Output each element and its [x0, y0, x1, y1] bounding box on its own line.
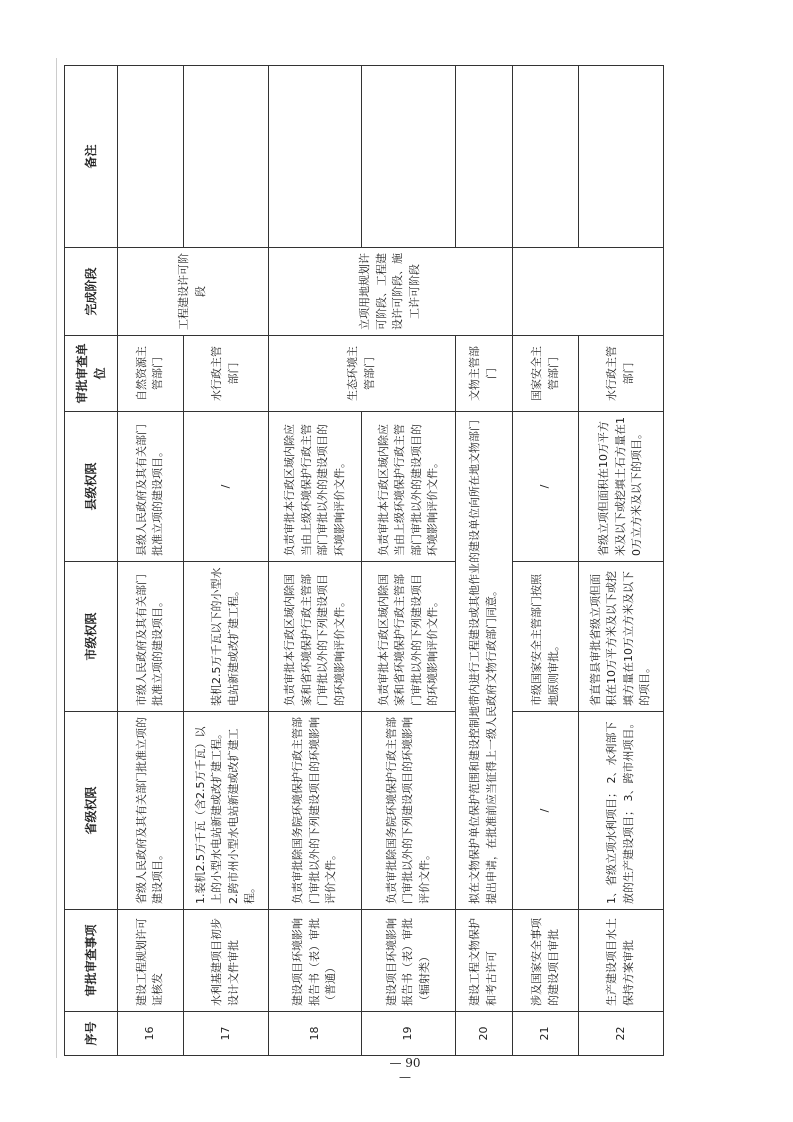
- row-prov: 负责审批除国务院环境保护行政主管部门审批以外的下列建设项目的环境影响评价文件。: [362, 712, 455, 910]
- row-note: [118, 66, 184, 248]
- row-note: [513, 66, 579, 248]
- page-number: — 90 —: [389, 1056, 421, 1084]
- header-note: 备注: [65, 66, 118, 248]
- table-row: [268, 66, 361, 1056]
- row-unit: 水行政主管部门: [578, 336, 663, 412]
- rotated-table-page: [64, 66, 664, 1056]
- row-city: 市级国家安全主管部门按照地原则审批。: [513, 562, 579, 712]
- row-item: 建设项目环境影响报告书（表）审批（辐射类）: [362, 910, 455, 1012]
- row-item: 涉及国家安全事项的建设项目审批: [513, 910, 579, 1012]
- row-stage: 立项用地规划许可阶段、工程建设许可阶段、施工许可阶段: [268, 248, 512, 336]
- row-prov: 负责审批除国务院环境保护行政主管部门审批以外的下列建设项目的环境影响评价文件。: [268, 712, 361, 910]
- row-note: [362, 66, 455, 248]
- row-seq: 21: [513, 1012, 579, 1056]
- row-seq: 17: [183, 1012, 268, 1056]
- row-prov: /: [513, 712, 579, 910]
- row-unit: 文物主管部门: [455, 336, 512, 412]
- row-city: 市级人民政府及其有关部门批准立项的建设项目。: [118, 562, 184, 712]
- row-note: [578, 66, 663, 248]
- row-note: [183, 66, 268, 248]
- row-unit: 自然资源主管部门: [118, 336, 184, 412]
- row-item: 建设工程规划许可证核发: [118, 910, 184, 1012]
- row-prov: 1.装机2.5万千瓦（含2.5万千瓦）以上的小型水电站新建或改扩建工程。 2.跨市州小型水电站新建或改扩建工程。: [183, 712, 268, 910]
- row-city: 省直管县审批省级立项但面积在10万平方米及以下或挖填方量在10万立方米及以下的项目。: [578, 562, 663, 712]
- table-row: [362, 66, 455, 1056]
- row-seq: 19: [362, 1012, 455, 1056]
- row-unit: 国家安全主管部门: [513, 336, 579, 412]
- row-prov: 省级人民政府及其有关部门批准立项的建设项目。: [118, 712, 184, 910]
- row-county: 负责审批本行政区域内除应当由上级环境保护行政主管部门审批以外的建设项目的环境影响评价文件。: [268, 412, 361, 562]
- table-row: [578, 66, 663, 1056]
- row-county: 负责审批本行政区域内除应当由上级环境保护行政主管部门审批以外的建设项目的环境影响评价文件。: [362, 412, 455, 562]
- row-seq: 16: [118, 1012, 184, 1056]
- header-seq: 序号: [65, 1012, 118, 1056]
- row-item: 建设项目环境影响报告书（表）审批（普通）: [268, 910, 361, 1012]
- row-unit: 水行政主管部门: [183, 336, 268, 412]
- row-seq: 18: [268, 1012, 361, 1056]
- row-county: 县级人民政府及其有关部门批准立项的建设项目。: [118, 412, 184, 562]
- row-item: 水利基建项目初步设计文件审批: [183, 910, 268, 1012]
- table-row: [118, 66, 184, 1056]
- header-item: 审批审查事项: [65, 910, 118, 1012]
- row-stage-empty: [513, 248, 664, 336]
- row-item: 生产建设项目水土保持方案审批: [578, 910, 663, 1012]
- table-header-row: [65, 66, 118, 1056]
- table-row: [183, 66, 268, 1056]
- header-county: 县级权限: [65, 412, 118, 562]
- row-note: [455, 66, 512, 248]
- scan-edge-line: [56, 58, 57, 1058]
- row-merged-requirement: 拟在文物保护单位保护范围和建设控制地带内进行工程建设或其他作业的建设单位向所在地文物部门提出申请，在批准前应当征得上一级人民政府文物行政部门同意。: [455, 412, 512, 910]
- row-item: 建设工程文物保护和考古许可: [455, 910, 512, 1012]
- row-prov: 1、省级立项水利项目； 2、水利部下放的生产建设项目； 3、跨市州项目。: [578, 712, 663, 910]
- row-city: 负责审批本行政区域内除国家和省环境保护行政主管部门审批以外的下列建设项目的环境影响评价文件。: [362, 562, 455, 712]
- header-prov: 省级权限: [65, 712, 118, 910]
- approval-matters-table: [64, 65, 664, 1056]
- row-stage: 工程建设许可阶段: [118, 248, 269, 336]
- row-note: [268, 66, 361, 248]
- row-county: 省级立项但面积在10万平方米及以下或挖填土石方量在10万立方米及以下的项目。: [578, 412, 663, 562]
- header-city: 市级权限: [65, 562, 118, 712]
- header-unit: 审批审查单位: [65, 336, 118, 412]
- row-county: /: [183, 412, 268, 562]
- table-row: [455, 66, 512, 1056]
- table-row: [513, 66, 579, 1056]
- row-seq: 20: [455, 1012, 512, 1056]
- row-unit: 生态环境主管部门: [268, 336, 455, 412]
- row-city: 负责审批本行政区域内除国家和省环境保护行政主管部门审批以外的下列建设项目的环境影响评价文件。: [268, 562, 361, 712]
- row-county: /: [513, 412, 579, 562]
- row-seq: 22: [578, 1012, 663, 1056]
- header-stage: 完成阶段: [65, 248, 118, 336]
- row-city: 装机2.5万千瓦以下的小型水电站新建或改扩建工程。: [183, 562, 268, 712]
